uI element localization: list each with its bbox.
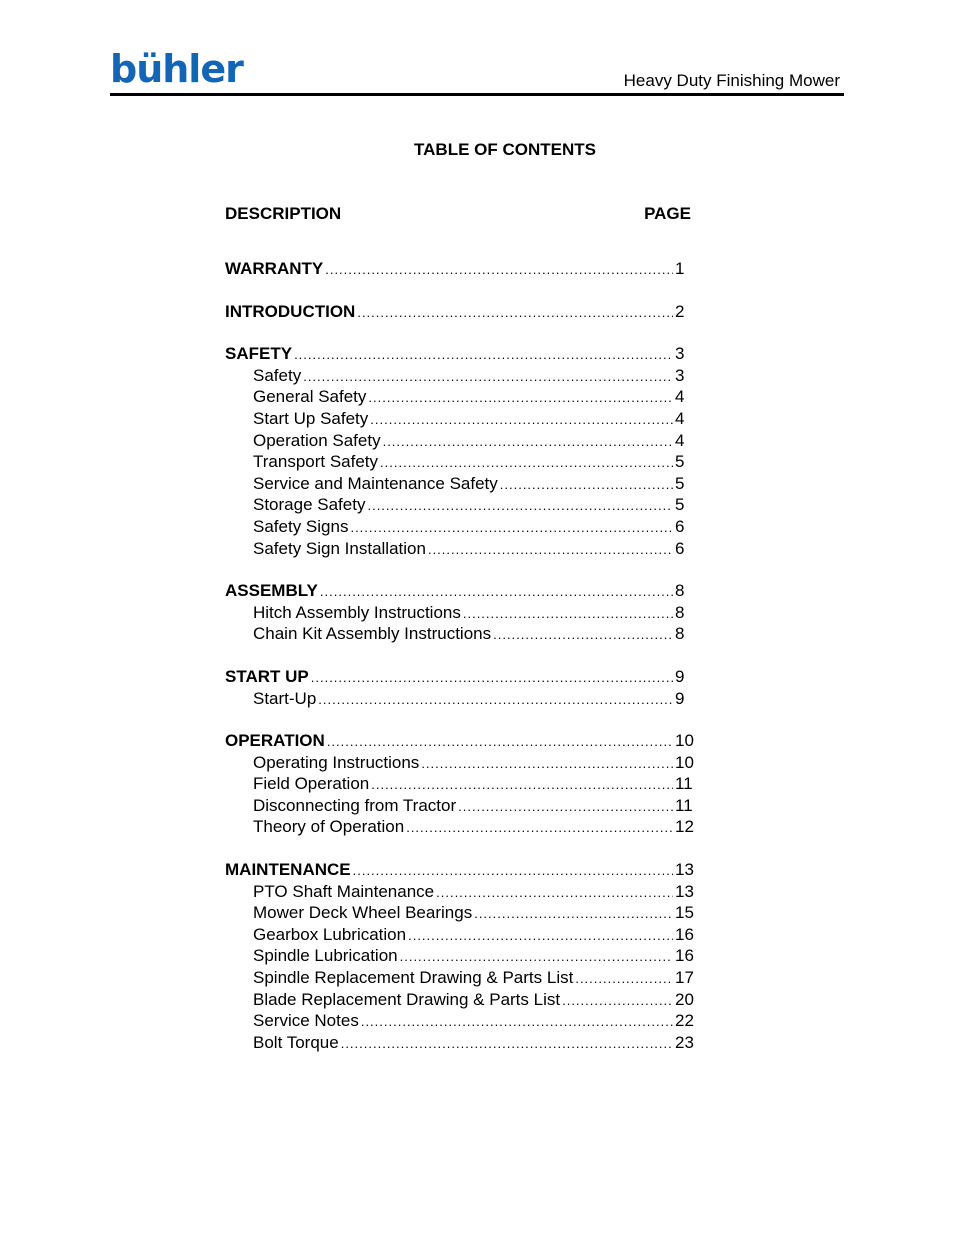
toc-entry-page: 16	[675, 924, 694, 944]
dot-leader	[294, 347, 673, 362]
toc-entry-page: 4	[675, 430, 685, 450]
toc-entry-page: 2	[675, 301, 685, 321]
toc-entry-label: Start Up Safety	[253, 408, 369, 428]
toc-entry-label: Transport Safety	[253, 452, 379, 472]
column-header-page: PAGE	[644, 204, 691, 223]
dot-leader	[500, 477, 673, 492]
toc-entry-page: 4	[675, 387, 685, 407]
dot-leader	[400, 949, 673, 964]
dot-leader	[421, 756, 673, 771]
toc-entry-label: Safety Signs	[253, 516, 349, 536]
toc-entry-page: 3	[675, 365, 685, 385]
dot-leader	[327, 734, 673, 749]
toc-section	[225, 860, 694, 1054]
dot-leader	[406, 820, 673, 835]
toc-entry-page: 17	[675, 968, 694, 988]
toc-section	[225, 259, 694, 281]
toc-entry-label: START UP	[225, 666, 309, 686]
dot-leader	[436, 885, 673, 900]
toc-entry-label: Chain Kit Assembly Instructions	[253, 624, 492, 644]
toc-entry-label: Gearbox Lubrication	[253, 924, 407, 944]
toc-entry-page: 13	[675, 860, 694, 880]
toc-entry-page: 6	[675, 516, 685, 536]
toc-entry-page: 10	[675, 752, 694, 772]
toc-entry-page: 11	[675, 795, 693, 815]
toc-entry	[225, 990, 694, 1012]
toc-entry	[225, 817, 694, 839]
dot-leader	[408, 928, 673, 943]
toc-entry-page: 5	[675, 473, 685, 493]
toc-section	[225, 731, 694, 839]
toc-entry	[225, 431, 694, 453]
toc-entry-page: 1	[675, 259, 685, 278]
toc-entry-label: Safety	[253, 365, 302, 385]
toc-entry-page: 8	[675, 624, 685, 644]
dot-leader	[493, 627, 673, 642]
toc-entry-label: Blade Replacement Drawing & Parts List	[253, 989, 561, 1009]
toc-entry-label: WARRANTY	[225, 259, 324, 278]
dot-leader	[350, 520, 673, 535]
toc-entry-label: SAFETY	[225, 344, 293, 364]
toc-entry-label: INTRODUCTION	[225, 301, 356, 321]
toc-section	[225, 344, 694, 560]
toc-entry	[225, 1011, 694, 1033]
header-title: Heavy Duty Finishing Mower	[623, 71, 840, 90]
toc-section-heading	[225, 731, 694, 753]
dot-leader	[357, 305, 673, 320]
header-rule	[110, 93, 844, 96]
toc-section-heading	[225, 860, 694, 882]
toc-entry	[225, 603, 694, 625]
dot-leader	[303, 369, 673, 384]
toc-entry-page: 10	[675, 731, 694, 751]
toc-entry-label: Start-Up	[253, 688, 317, 708]
toc-entry	[225, 1033, 694, 1055]
dot-leader	[474, 906, 673, 921]
toc-entry	[225, 474, 694, 496]
toc-section-heading	[225, 667, 694, 689]
toc-entry-label: Operation Safety	[253, 430, 381, 450]
toc-entry	[225, 624, 694, 646]
toc-entry	[225, 452, 694, 474]
toc-entry-page: 6	[675, 538, 685, 558]
dot-leader	[463, 606, 673, 621]
toc-entry-label: Storage Safety	[253, 495, 366, 515]
dot-leader	[353, 863, 673, 878]
dot-leader	[341, 1036, 673, 1051]
toc-entry-page: 3	[675, 344, 685, 364]
toc-entry	[225, 774, 694, 796]
toc-entry-label: Service and Maintenance Safety	[253, 473, 498, 493]
toc-entry	[225, 366, 694, 388]
toc-entry	[225, 946, 694, 968]
toc-entry-label: PTO Shaft Maintenance	[253, 881, 435, 901]
dot-leader	[325, 262, 673, 277]
toc-entry-page: 13	[675, 881, 694, 901]
toc-entry-label: Mower Deck Wheel Bearings	[253, 903, 473, 923]
toc-entry	[225, 968, 694, 990]
toc-section-heading	[225, 344, 694, 366]
toc-entry-label: Bolt Torque	[253, 1032, 339, 1052]
toc-entry	[225, 539, 694, 561]
toc-entry	[225, 925, 694, 947]
toc-entry-label: Hitch Assembly Instructions	[253, 602, 461, 622]
toc-entry-label: Service Notes	[253, 1011, 359, 1031]
toc-entry	[225, 753, 694, 775]
toc-entry	[225, 495, 694, 517]
toc-entry-page: 5	[675, 495, 685, 515]
dot-leader	[380, 455, 673, 470]
toc-entry-label: OPERATION	[225, 731, 325, 751]
toc-section-heading	[225, 259, 694, 281]
dot-leader	[562, 993, 673, 1008]
page-title: TABLE OF CONTENTS	[414, 140, 596, 159]
dot-leader	[575, 971, 673, 986]
toc-entry-label: General Safety	[253, 387, 367, 407]
dot-leader	[428, 542, 673, 557]
toc-entry-page: 8	[675, 602, 685, 622]
toc-entry-label: Spindle Replacement Drawing & Parts List	[253, 968, 574, 988]
toc-entry	[225, 882, 694, 904]
toc-entry-page: 4	[675, 408, 685, 428]
toc-entry-page: 9	[675, 688, 685, 708]
toc-entry-label: Safety Sign Installation	[253, 538, 426, 558]
toc-entry	[225, 903, 694, 925]
toc-entry-page: 22	[675, 1011, 694, 1031]
toc-section	[225, 302, 694, 324]
toc-entry-page: 20	[675, 989, 694, 1009]
toc-entry-page: 23	[675, 1032, 694, 1052]
toc-entry-label: Field Operation	[253, 774, 370, 794]
dot-leader	[370, 412, 673, 427]
dot-leader	[371, 777, 673, 792]
toc-entry-page: 12	[675, 817, 694, 837]
dot-leader	[318, 692, 673, 707]
toc-entry	[225, 796, 694, 818]
dot-leader	[383, 434, 673, 449]
toc-section	[225, 667, 694, 710]
table-of-contents	[225, 259, 694, 1075]
toc-entry-label: Theory of Operation	[253, 817, 405, 837]
toc-entry-page: 11	[675, 774, 693, 794]
toc-entry	[225, 409, 694, 431]
toc-entry-page: 15	[675, 903, 694, 923]
toc-entry-page: 16	[675, 946, 694, 966]
dot-leader	[320, 584, 673, 599]
toc-entry	[225, 517, 694, 539]
toc-section-heading	[225, 302, 694, 324]
dot-leader	[367, 498, 673, 513]
toc-entry-page: 5	[675, 452, 685, 472]
toc-entry-label: Disconnecting from Tractor	[253, 795, 457, 815]
toc-section	[225, 581, 694, 646]
dot-leader	[368, 390, 673, 405]
toc-entry-label: Spindle Lubrication	[253, 946, 398, 966]
toc-entry-label: Operating Instructions	[253, 752, 420, 772]
buhler-logo: bühler	[110, 47, 243, 91]
toc-entry-page: 9	[675, 666, 685, 686]
toc-entry	[225, 387, 694, 409]
toc-section-heading	[225, 581, 694, 603]
dot-leader	[458, 799, 673, 814]
column-header-description: DESCRIPTION	[225, 204, 342, 223]
dot-leader	[361, 1014, 673, 1029]
dot-leader	[311, 670, 673, 685]
toc-entry-label: MAINTENANCE	[225, 860, 351, 880]
toc-entry-page: 8	[675, 581, 685, 601]
toc-entry	[225, 689, 694, 711]
toc-entry-label: ASSEMBLY	[225, 581, 318, 601]
